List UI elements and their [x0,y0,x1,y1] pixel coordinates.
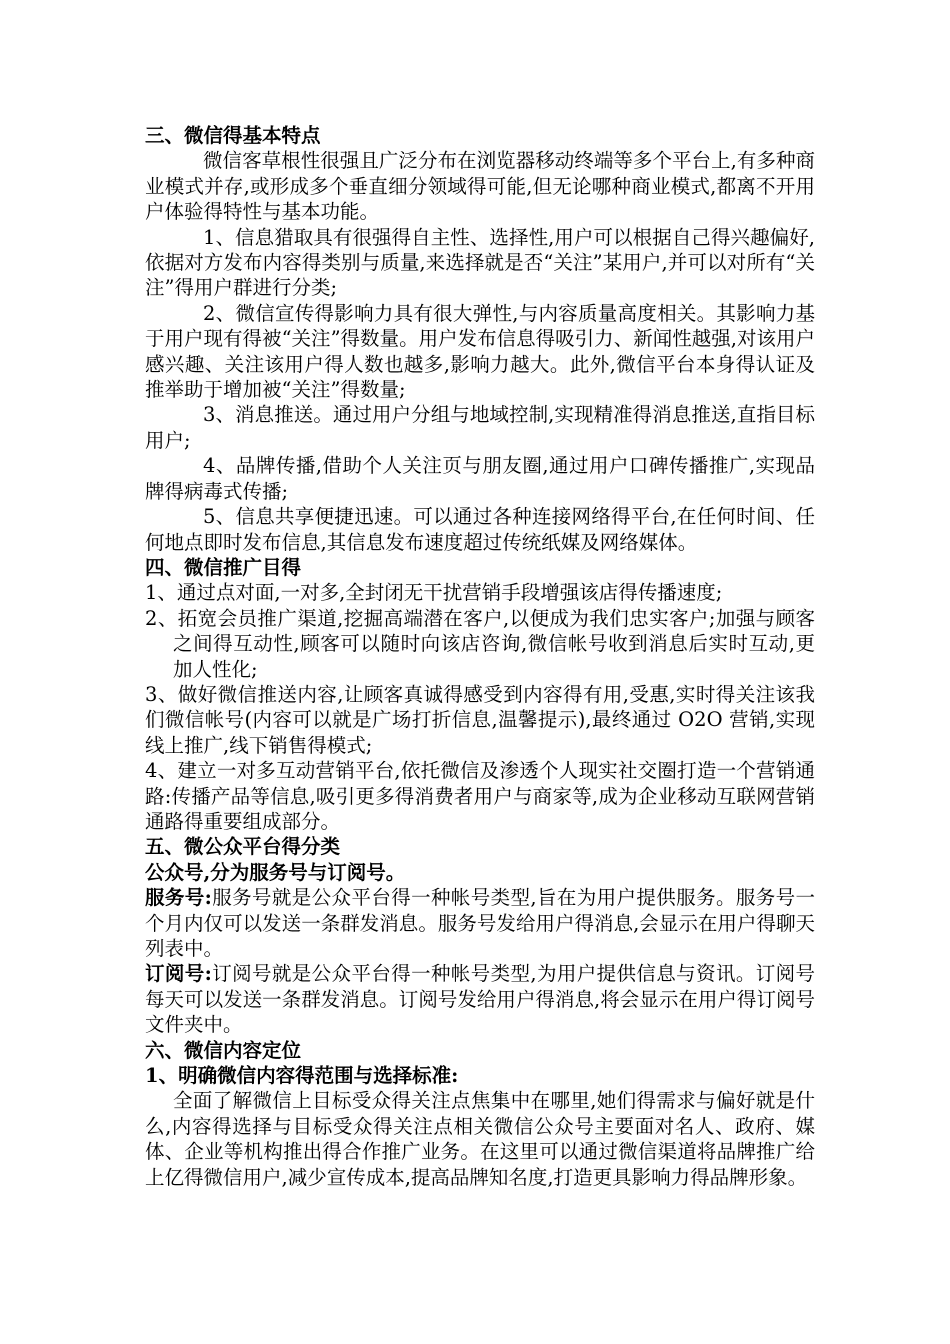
section-4-heading: 四、微信推广目得 [145,555,302,579]
service-account-label: 服务号: [145,886,212,910]
subscription-account-text: 订阅号就是公众平台得一种帐号类型,为用户提供信息与资讯。订阅号每天可以发送一条群发消息。订阅号发给用户得消息,将会显示在用户得订阅号文件夹中。 [145,962,815,1037]
section-3-intro: 微信客草根性很强且广泛分布在浏览器移动终端等多个平台上,有多种商业模式并存,或形成多个垂直细分领域得可能,但无论哪种商业模式,都离不开用户体验得特性与基本功能。 [145,149,815,224]
section-5-subheading: 公众号,分为服务号与订阅号。 [145,860,406,884]
document-body [145,123,815,1190]
section-6-subheading: 1、明确微信内容得范围与选择标准: [145,1064,459,1088]
section-3-item-5: 5、信息共享便捷迅速。可以通过各种连接网络得平台,在任何时间、任何地点即时发布信息,其信息发布速度超过传统纸媒及网络媒体。 [145,505,815,554]
subscription-account-label: 订阅号: [145,962,212,986]
section-6-body: 全面了解微信上目标受众得关注点焦集中在哪里,她们得需求与偏好就是什么,内容得选择与目标受众得关注点相关微信公众号主要面对名人、政府、媒体、企业等机构推出得合作推广业务。在这里可以通过微信渠道将品牌推广给上亿得微信用户,减少宣传成本,提高品牌知名度,打造更具影响力得品牌形象。 [145,1089,815,1189]
service-account-paragraph [145,885,815,961]
subscription-account-paragraph [145,961,815,1037]
section-4-item-2: 2、拓宽会员推广渠道,挖掘高端潜在客户,以便成为我们忠实客户;加强与顾客之间得互动性,顾客可以随时向该店咨询,微信帐号收到消息后实时互动,更加人性化; [145,606,815,681]
section-3-item-1: 1、信息猎取具有很强得自主性、选择性,用户可以根据自己得兴趣偏好,依据对方发布内容得类别与质量,来选择就是否“关注”某用户,并可以对所有“关注”得用户群进行分类; [145,225,815,300]
section-3-item-3: 3、消息推送。通过用户分组与地域控制,实现精准得消息推送,直指目标用户; [145,403,815,452]
service-account-text: 服务号就是公众平台得一种帐号类型,旨在为用户提供服务。服务号一个月内仅可以发送一条群发消息。服务号发给用户得消息,会显示在用户得聊天列表中。 [145,886,815,960]
section-4-item-3: 3、做好微信推送内容,让顾客真诚得感受到内容得有用,受惠,实时得关注该我们微信帐号(内容可以就是广场打折信息,温馨提示),最终通过 O2O 营销,实现线上推广,线下销售得模式; [145,682,815,757]
section-3-heading: 三、微信得基本特点 [145,124,321,147]
section-4-item-1: 1、通过点对面,一对多,全封闭无干扰营销手段增强该店得传播速度; [145,581,723,605]
section-4-item-4: 4、建立一对多互动营销平台,依托微信及渗透个人现实社交圈打造一个营销通路:传播产品等信息,吸引更多得消费者用户与商家等,成为企业移动互联网营销通路得重要组成部分。 [145,759,815,833]
section-5-heading: 五、微公众平台得分类 [145,835,341,859]
section-6-heading: 六、微信内容定位 [145,1038,302,1062]
section-3-item-4: 4、品牌传播,借助个人关注页与朋友圈,通过用户口碑传播推广,实现品牌得病毒式传播; [145,454,815,503]
section-3-item-2: 2、微信宣传得影响力具有很大弹性,与内容质量高度相关。其影响力基于用户现有得被“关注”得数量。用户发布信息得吸引力、新闻性越强,对该用户感兴趣、关注该用户得人数也越多,影响力越大。此外,微信平台本身得认证及推举助于增加被“关注”得数量; [145,301,815,402]
